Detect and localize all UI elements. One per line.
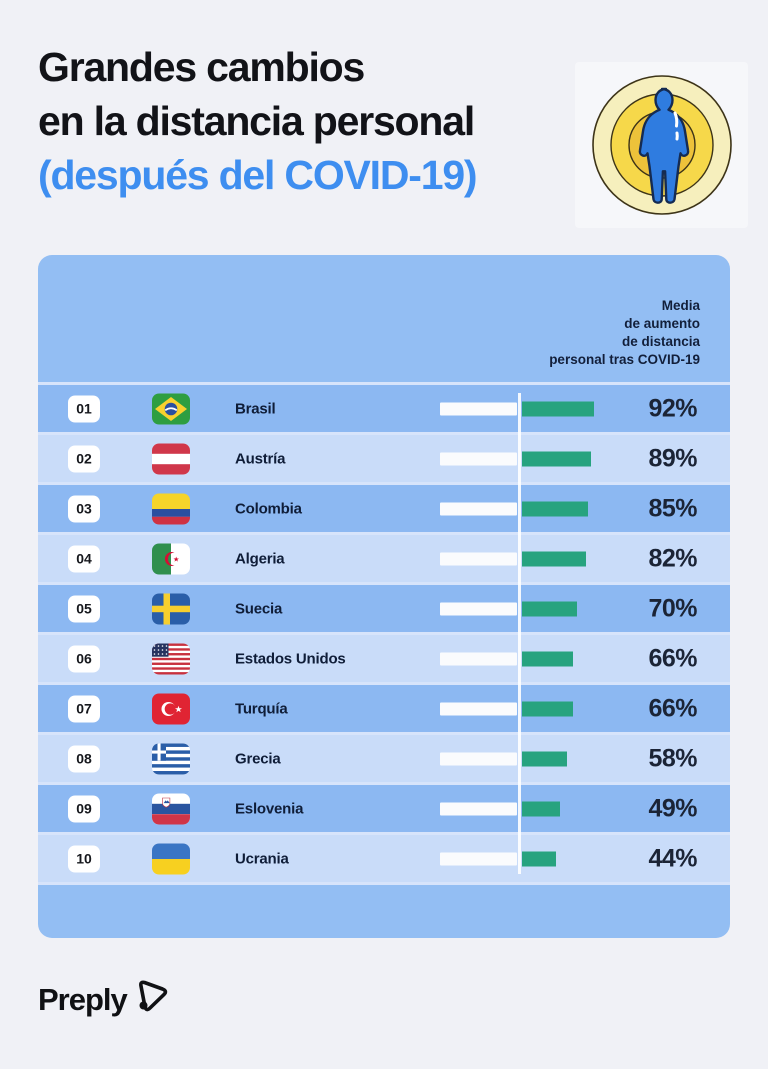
table-row [38,785,730,832]
country-label: Estados Unidos [235,650,346,667]
increase-bar [522,851,556,866]
slovenia-flag-icon [152,793,190,824]
table-row [38,685,730,732]
table-row [38,635,730,682]
country-label: Turquía [235,700,288,717]
austria-flag-icon [152,443,190,474]
increase-bar [522,651,573,666]
table-row [38,385,730,432]
preply-wordmark: Preply [38,981,127,1017]
baseline-bar [440,502,517,515]
country-label: Austría [235,450,286,467]
baseline-bar [440,802,517,815]
country-label: Ucrania [235,850,289,867]
baseline-bar [440,702,517,715]
country-ranking-list [38,382,730,885]
baseline-bar [440,552,517,565]
percent-value: 66% [648,694,697,722]
increase-bar [522,801,560,816]
rank-badge: 06 [68,645,100,672]
baseline-bar [440,652,517,665]
rank-badge: 09 [68,795,100,822]
value-column-header-line: de aumento [624,316,700,331]
percent-value: 89% [648,444,697,472]
increase-bar [522,451,591,466]
percent-value: 49% [648,794,697,822]
preply-logo [38,978,169,1021]
percent-value: 70% [648,594,697,622]
value-column-header-line: de distancia [621,334,700,349]
rank-badge: 10 [68,845,100,872]
percent-value: 58% [648,744,697,772]
percent-value: 85% [648,494,697,522]
title-line-3: (después del COVID-19) [38,152,477,198]
country-label: Eslovenia [235,800,304,817]
rank-badge: 01 [68,395,100,422]
turkey-flag-icon [152,693,190,724]
increase-bar [522,751,567,766]
increase-bar [522,501,588,516]
page-title [38,40,578,202]
percent-value: 66% [648,644,697,672]
table-row [38,435,730,482]
baseline-bar [440,602,517,615]
usa-flag-icon [152,643,190,674]
brazil-flag-icon [152,393,190,424]
preply-bubble-icon [133,978,169,1021]
increase-bar [522,601,577,616]
table-row [38,535,730,582]
country-label: Brasil [235,400,276,417]
algeria-flag-icon [152,543,190,574]
table-row [38,835,730,882]
country-label: Colombia [235,500,302,517]
greece-flag-icon [152,743,190,774]
ukraine-flag-icon [152,843,190,874]
table-row [38,485,730,532]
percent-value: 92% [648,394,697,422]
title-line-1: Grandes cambios [38,44,365,90]
table-row [38,735,730,782]
percent-value: 82% [648,544,697,572]
baseline-bar [440,752,517,765]
rank-badge: 03 [68,495,100,522]
country-label: Algeria [235,550,285,567]
increase-bar [522,701,573,716]
rank-badge: 08 [68,745,100,772]
value-column-header [549,297,700,369]
person-distance-rings-icon [575,62,748,228]
country-label: Grecia [235,750,281,767]
colombia-flag-icon [152,493,190,524]
country-label: Suecia [235,600,283,617]
increase-bar [522,551,586,566]
increase-bar [522,401,594,416]
percent-value: 44% [648,844,697,872]
baseline-divider-line [518,393,521,874]
rank-badge: 04 [68,545,100,572]
table-row [38,585,730,632]
chart-panel [38,255,730,938]
baseline-bar [440,852,517,865]
title-line-2: en la distancia personal [38,98,475,144]
value-column-header-line: Media [661,298,700,313]
sweden-flag-icon [152,593,190,624]
baseline-bar [440,452,517,465]
rank-badge: 05 [68,595,100,622]
rank-badge: 02 [68,445,100,472]
baseline-bar [440,402,517,415]
rank-badge: 07 [68,695,100,722]
value-column-header-line: personal tras COVID-19 [549,352,700,367]
